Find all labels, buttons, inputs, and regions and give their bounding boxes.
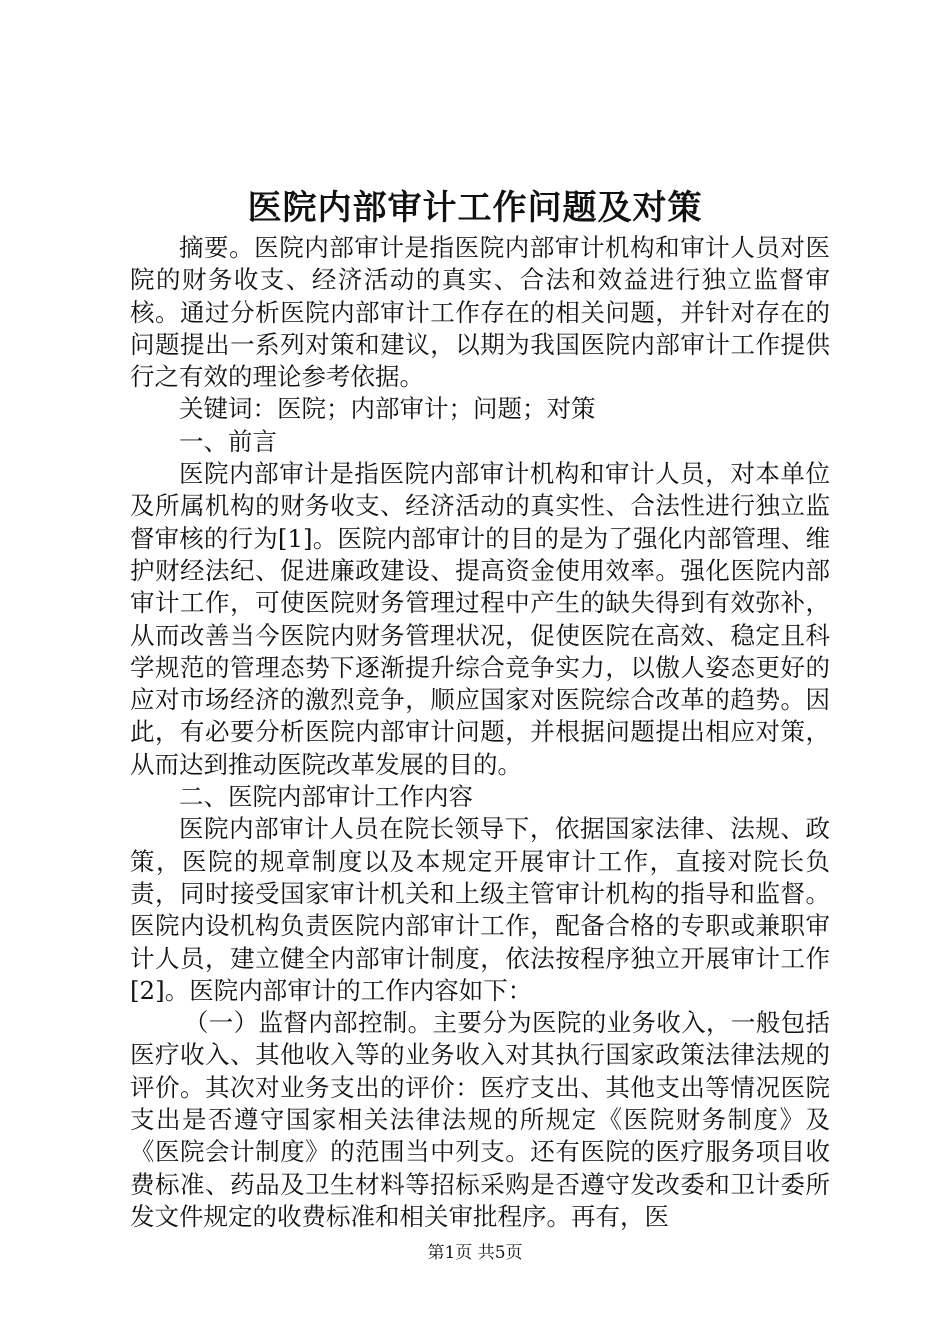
document-body: [130, 232, 830, 1233]
document-title: 医院内部审计工作问题及对策: [247, 188, 703, 228]
section-heading-preface: 一、前言: [179, 426, 277, 456]
abstract-paragraph: 摘要。医院内部审计是指医院内部审计机构和审计人员对医院的财务收支、经济活动的真实、合法和效益进行独立监督审核。通过分析医院内部审计工作存在的相关问题，并针对存在的问题提出一系列对策和建议，以期为我国医院内部审计工作提供行之有效的理论参考依据。: [130, 233, 830, 392]
section-heading-content: 二、医院内部审计工作内容: [179, 782, 473, 812]
preface-paragraph: 医院内部审计是指医院内部审计机构和审计人员，对本单位及所属机构的财务收支、经济活动的真实性、合法性进行独立监督审核的行为[1]。医院内部审计的目的是为了强化内部管理、维护财经法纪、促进廉政建设、提高资金使用效率。强化医院内部审计工作，可使医院财务管理过程中产生的缺失得到有效弥补，从而改善当今医院内财务管理状况，促使医院在高效、稳定且科学规范的管理态势下逐渐提升综合竞争实力，以傲人姿态更好的应对市场经济的激烈竞争，顺应国家对医院综合改革的趋势。因此，有必要分析医院内部审计问题，并根据问题提出相应对策，从而达到推动医院改革发展的目的。: [130, 459, 830, 779]
page-number-footer: 第1页 共5页: [427, 1243, 523, 1263]
subsection-paragraph: （一）监督内部控制。主要分为医院的业务收入，一般包括医疗收入、其他收入等的业务收入对其执行国家政策法律法规的评价。其次对业务支出的评价：医疗支出、其他支出等情况医院支出是否遵守国家相关法律法规的所规定《医院财务制度》及《医院会计制度》的范围当中列支。还有医院的医疗服务项目收费标准、药品及卫生材料等招标采购是否遵守发改委和卫计委所发文件规定的收费标准和相关审批程序。再有，医: [130, 1008, 830, 1231]
content-paragraph: 医院内部审计人员在院长领导下，依据国家法律、法规、政策，医院的规章制度以及本规定开展审计工作，直接对院长负责，同时接受国家审计机关和上级主管审计机构的指导和监督。医院内设机构负责医院内部审计工作，配备合格的专职或兼职审计人员，建立健全内部审计制度，依法按程序独立开展审计工作[2]。医院内部审计的工作内容如下：: [130, 814, 830, 1005]
keywords-paragraph: 关键词：医院；内部审计；问题；对策: [179, 394, 596, 424]
